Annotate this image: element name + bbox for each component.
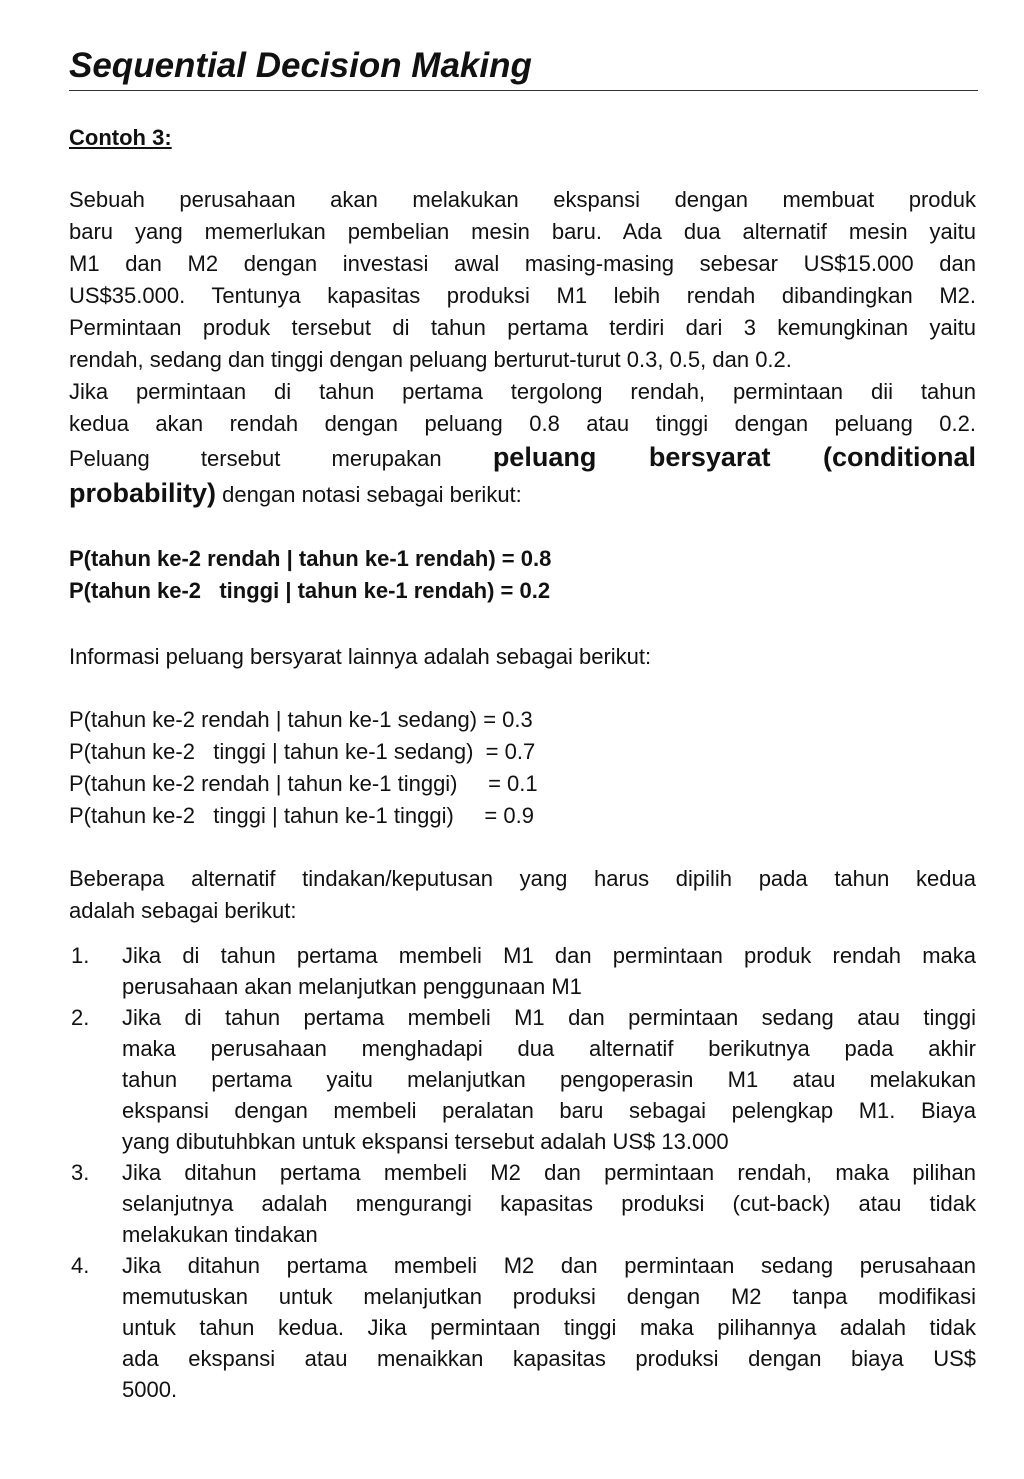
alternatives-list xyxy=(69,940,976,1405)
list-item-line: untuk tahun kedua. Jika permintaan tinggi maka pilihannya adalah tidak xyxy=(122,1315,976,1340)
list-item-line: Jika ditahun pertama membeli M2 dan permintaan sedang perusahaan xyxy=(122,1253,976,1278)
list-item-line: yang dibutuhbkan untuk ekspansi tersebut adalah US$ 13.000 xyxy=(122,1129,729,1154)
intro-line xyxy=(69,440,976,476)
formula: P(tahun ke-2 tinggi | tahun ke-1 tinggi) = 0.9 xyxy=(69,803,534,828)
list-item xyxy=(69,1002,976,1157)
list-item-text xyxy=(122,1157,976,1250)
list-item-line: 5000. xyxy=(122,1377,178,1402)
list-item-line: ekspansi dengan membeli peralatan baru sebagai pelengkap M1. Biaya xyxy=(122,1098,976,1123)
intro-line: baru yang memerlukan pembelian mesin baru. Ada dua alternatif mesin yaitu xyxy=(69,219,976,244)
list-number: 3. xyxy=(71,1160,90,1185)
intro-line: US$35.000. Tentunya kapasitas produksi M1 lebih rendah dibandingkan M2. xyxy=(69,283,976,308)
list-item-line: perusahaan akan melanjutkan penggunaan M1 xyxy=(122,974,582,999)
list-item-line: tahun pertama yaitu melanjutkan pengoperasin M1 atau melakukan xyxy=(122,1067,976,1092)
bold-formula: P(tahun ke-2 rendah | tahun ke-1 rendah) = 0.8 xyxy=(69,546,552,571)
alternatives-intro-line: adalah sebagai berikut: xyxy=(69,898,297,923)
bold-formula: P(tahun ke-2 tinggi | tahun ke-1 rendah) = 0.2 xyxy=(69,578,551,603)
list-item-text xyxy=(122,1250,976,1405)
title-underline-divider xyxy=(69,90,978,91)
intro-line xyxy=(69,476,976,512)
intro-line: Jika permintaan di tahun pertama tergolong rendah, permintaan dii tahun xyxy=(69,379,976,404)
intro-line: M1 dan M2 dengan investasi awal masing-masing sebesar US$15.000 dan xyxy=(69,251,976,276)
section-label: Contoh 3: xyxy=(69,125,172,150)
alternatives-intro xyxy=(69,863,976,927)
conditional-probability-term-end: probability) xyxy=(69,478,216,508)
list-number: 1. xyxy=(71,943,90,968)
info-text: Informasi peluang bersyarat lainnya adalah sebagai berikut: xyxy=(69,644,652,669)
list-item-line: memutuskan untuk melanjutkan produksi dengan M2 tanpa modifikasi xyxy=(122,1284,976,1309)
intro-line: rendah, sedang dan tinggi dengan peluang berturut-turut 0.3, 0.5, dan 0.2. xyxy=(69,347,792,372)
list-item xyxy=(69,940,976,1002)
list-item-text xyxy=(122,940,976,1002)
list-item-line: melakukan tindakan xyxy=(122,1222,318,1247)
list-item-line: Jika di tahun pertama membeli M1 dan permintaan sedang atau tinggi xyxy=(122,1005,976,1030)
intro-paragraph xyxy=(69,184,976,512)
list-item-line: Jika di tahun pertama membeli M1 dan permintaan produk rendah maka xyxy=(122,943,976,968)
page-title: Sequential Decision Making xyxy=(69,46,532,85)
formula: P(tahun ke-2 rendah | tahun ke-1 sedang) = 0.3 xyxy=(69,707,533,732)
list-item xyxy=(69,1250,976,1405)
formula: P(tahun ke-2 rendah | tahun ke-1 tinggi) = 0.1 xyxy=(69,771,538,796)
list-number: 2. xyxy=(71,1005,90,1030)
intro-line-rest: dengan notasi sebagai berikut: xyxy=(216,482,522,507)
intro-line: kedua akan rendah dengan peluang 0.8 atau tinggi dengan peluang 0.2. xyxy=(69,411,976,436)
list-item-line: ada ekspansi atau menaikkan kapasitas produksi dengan biaya US$ xyxy=(122,1346,976,1371)
formula: P(tahun ke-2 tinggi | tahun ke-1 sedang) = 0.7 xyxy=(69,739,536,764)
intro-line: Permintaan produk tersebut di tahun pertama terdiri dari 3 kemungkinan yaitu xyxy=(69,315,976,340)
list-item-line: maka perusahaan menghadapi dua alternatif berikutnya pada akhir xyxy=(122,1036,976,1061)
intro-line-prefix: Peluang tersebut merupakan xyxy=(69,446,442,471)
intro-line: Sebuah perusahaan akan melakukan ekspansi dengan membuat produk xyxy=(69,187,976,212)
list-item-text xyxy=(122,1002,976,1157)
alternatives-intro-line: Beberapa alternatif tindakan/keputusan yang harus dipilih pada tahun kedua xyxy=(69,866,976,891)
list-number: 4. xyxy=(71,1253,90,1278)
list-item-line: Jika ditahun pertama membeli M2 dan permintaan rendah, maka pilihan xyxy=(122,1160,976,1185)
conditional-probability-term: peluang bersyarat (conditional xyxy=(492,442,976,472)
list-item-line: selanjutnya adalah mengurangi kapasitas produksi (cut-back) atau tidak xyxy=(122,1191,976,1216)
list-item xyxy=(69,1157,976,1250)
